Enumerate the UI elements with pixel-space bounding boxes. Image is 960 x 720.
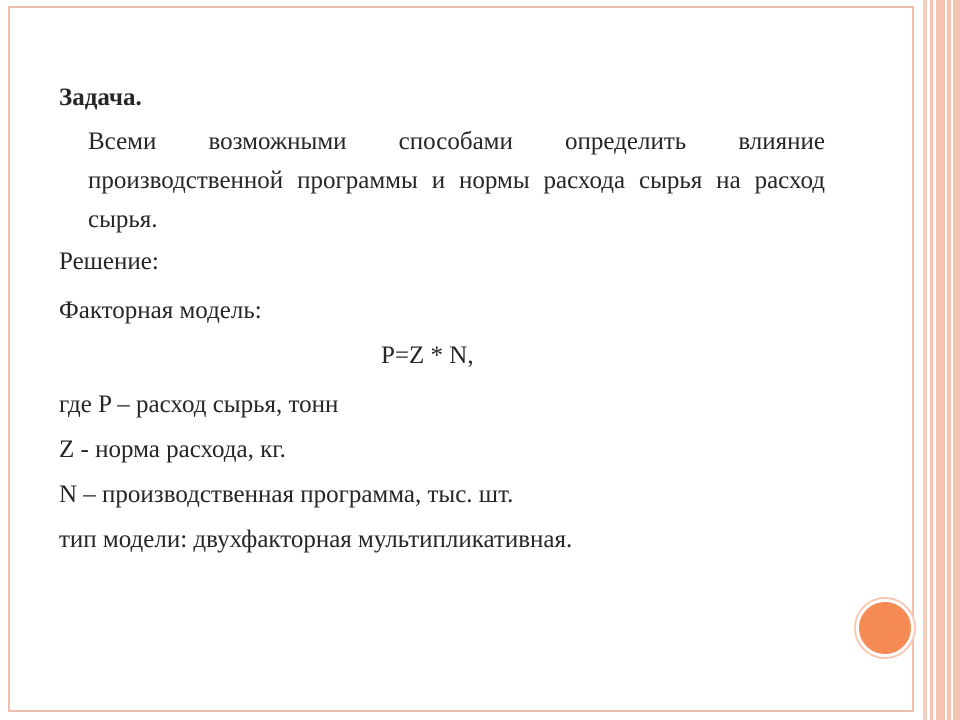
- stripe: [953, 0, 960, 720]
- decorative-stripes: [922, 0, 960, 720]
- definition-line: Z - норма расхода, кг.: [59, 436, 286, 463]
- decorative-circle-icon: [856, 599, 914, 657]
- factor-model-label: Факторная модель:: [59, 297, 262, 324]
- definition-line: где P – расход сырья, тонн: [59, 391, 339, 418]
- task-title: Задача.: [59, 84, 142, 111]
- formula: P=Z * N,: [381, 342, 474, 369]
- definition-line: N – производственная программа, тыс. шт.: [59, 481, 514, 508]
- stripe: [936, 0, 945, 720]
- solution-label: Решение:: [59, 248, 159, 275]
- stripe: [923, 0, 927, 720]
- stripe: [930, 0, 933, 720]
- definition-line: тип модели: двухфакторная мультипликативная.: [59, 526, 573, 553]
- stripe: [947, 0, 951, 720]
- task-text: Всеми возможными способами определить влияние производственной программы и нормы расхода сырья на расход сырья.: [88, 128, 825, 233]
